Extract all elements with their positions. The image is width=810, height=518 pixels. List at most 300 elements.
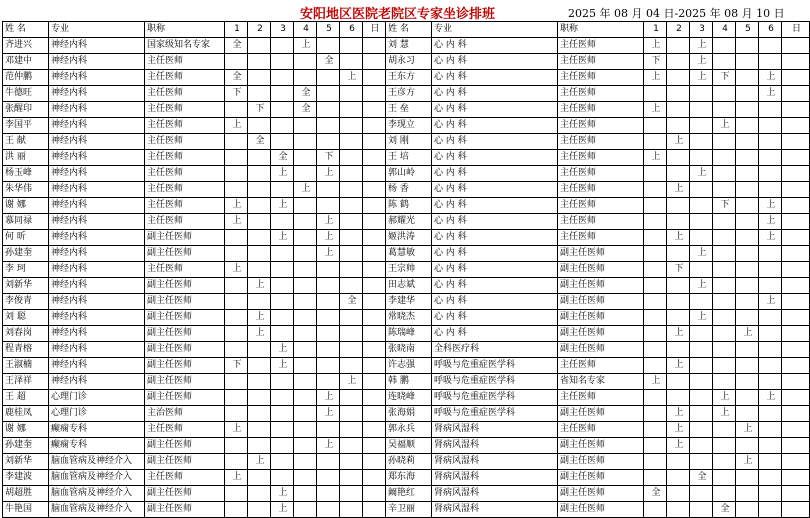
day-6-cell: 上 [759,70,782,86]
doctor-name-cell: 姬洪涛 [386,230,432,246]
day-2-cell [667,502,690,518]
day-sun-cell [782,422,810,438]
header-day: 日 [363,22,386,38]
day-sun-cell [363,134,386,150]
day-4-cell: 上 [713,406,736,422]
job-title-cell: 副主任医师 [558,278,644,294]
day-6-cell [340,150,363,166]
day-1-cell [644,326,667,342]
doctor-name-cell: 李 珂 [3,262,49,278]
job-title-cell: 副主任医师 [145,294,225,310]
job-title-cell: 副主任医师 [145,374,225,390]
day-2-cell [248,422,271,438]
day-sun-cell [782,278,810,294]
day-1-cell [644,310,667,326]
day-2-cell [248,358,271,374]
day-3-cell: 上 [690,310,713,326]
day-4-cell [294,54,317,70]
day-6-cell [340,134,363,150]
day-5-cell [317,38,340,54]
day-2-cell: 上 [248,310,271,326]
day-4-cell [294,422,317,438]
job-title-cell: 主任医师 [558,118,644,134]
day-4-cell [294,118,317,134]
day-5-cell: 上 [317,246,340,262]
department-cell: 心 内 科 [432,230,558,246]
job-title-cell: 主任医师 [145,166,225,182]
day-4-cell [294,358,317,374]
day-5-cell: 上 [317,166,340,182]
department-cell: 神经内科 [49,358,145,374]
department-cell: 心 内 科 [432,182,558,198]
job-title-cell: 副主任医师 [145,438,225,454]
day-5-cell: 上 [317,214,340,230]
job-title-cell: 副主任医师 [558,454,644,470]
day-2-cell [248,502,271,518]
day-3-cell: 上 [690,54,713,70]
header-day: 1 [225,22,248,38]
day-6-cell [759,134,782,150]
day-6-cell [759,470,782,486]
day-2-cell [248,470,271,486]
table-row [3,470,810,486]
department-cell: 神经内科 [49,102,145,118]
job-title-cell: 主任医师 [558,390,644,406]
day-sun-cell [363,390,386,406]
day-sun-cell [782,326,810,342]
day-4-cell [713,310,736,326]
day-sun-cell [782,182,810,198]
day-4-cell [294,70,317,86]
day-3-cell: 上 [271,198,294,214]
department-cell: 神经内科 [49,38,145,54]
day-5-cell [317,134,340,150]
job-title-cell: 副主任医师 [145,230,225,246]
doctor-name-cell: 王宗帅 [386,262,432,278]
day-6-cell: 上 [759,214,782,230]
header-day: 1 [644,22,667,38]
day-3-cell [690,326,713,342]
day-4-cell [713,278,736,294]
day-1-cell: 上 [644,150,667,166]
day-3-cell [690,134,713,150]
day-3-cell [690,454,713,470]
day-5-cell [317,374,340,390]
doctor-name-cell: 李俊青 [3,294,49,310]
day-2-cell [667,198,690,214]
day-6-cell: 上 [759,390,782,406]
day-sun-cell [363,150,386,166]
day-sun-cell [782,262,810,278]
day-2-cell [248,166,271,182]
doctor-name-cell: 邓建中 [3,54,49,70]
day-4-cell: 上 [294,38,317,54]
day-sun-cell [782,54,810,70]
day-5-cell: 上 [317,390,340,406]
department-cell: 神经内科 [49,326,145,342]
table-row [3,214,810,230]
day-5-cell [736,310,759,326]
day-sun-cell [363,182,386,198]
day-6-cell [340,118,363,134]
day-1-cell [225,166,248,182]
header-day: 6 [340,22,363,38]
day-3-cell [271,262,294,278]
day-6-cell: 上 [759,230,782,246]
day-4-cell [294,134,317,150]
day-sun-cell [782,70,810,86]
department-cell: 呼吸与危重症医学科 [432,374,558,390]
header-row [3,22,810,38]
day-3-cell [271,102,294,118]
day-4-cell [713,86,736,102]
day-6-cell [340,38,363,54]
doctor-name-cell: 刘春岗 [3,326,49,342]
job-title-cell: 国家级知名专家 [145,38,225,54]
day-4-cell [713,358,736,374]
day-5-cell [736,406,759,422]
job-title-cell: 主任医师 [145,134,225,150]
day-5-cell: 下 [317,150,340,166]
day-2-cell [667,70,690,86]
day-4-cell [294,246,317,262]
day-5-cell [736,54,759,70]
day-3-cell [690,118,713,134]
day-sun-cell [782,134,810,150]
day-5-cell: 全 [317,54,340,70]
day-4-cell [713,246,736,262]
job-title-cell: 副主任医师 [558,486,644,502]
day-sun-cell [782,374,810,390]
day-6-cell [759,486,782,502]
day-3-cell [690,486,713,502]
day-6-cell [759,326,782,342]
day-sun-cell [363,38,386,54]
department-cell: 脑血管病及神经介入 [49,502,145,518]
header-day: 2 [667,22,690,38]
day-sun-cell [782,454,810,470]
day-sun-cell [782,118,810,134]
doctor-name-cell: 牛艳国 [3,502,49,518]
day-5-cell [317,486,340,502]
day-sun-cell [363,486,386,502]
day-5-cell [736,486,759,502]
day-2-cell [248,214,271,230]
day-6-cell [759,438,782,454]
doctor-name-cell: 刘 聪 [3,310,49,326]
job-title-cell: 主任医师 [558,198,644,214]
day-2-cell [248,54,271,70]
day-4-cell [713,230,736,246]
day-4-cell [713,262,736,278]
day-5-cell [317,454,340,470]
job-title-cell: 副主任医师 [145,278,225,294]
day-4-cell [294,230,317,246]
day-sun-cell [782,38,810,54]
day-5-cell [317,278,340,294]
header-dept: 专业 [432,22,558,38]
header-dept: 专业 [49,22,145,38]
department-cell: 神经内科 [49,118,145,134]
department-cell: 呼吸与危重症医学科 [432,358,558,374]
day-sun-cell [782,502,810,518]
header-day: 3 [690,22,713,38]
day-6-cell [759,406,782,422]
table-row [3,38,810,54]
day-3-cell [271,182,294,198]
table-row [3,70,810,86]
day-5-cell [736,214,759,230]
day-6-cell [340,102,363,118]
day-2-cell [667,278,690,294]
day-4-cell [713,38,736,54]
doctor-name-cell: 辛卫丽 [386,502,432,518]
job-title-cell: 主任医师 [558,230,644,246]
day-3-cell [690,422,713,438]
day-5-cell [317,326,340,342]
job-title-cell: 副主任医师 [558,262,644,278]
header-day: 3 [271,22,294,38]
department-cell: 心 内 科 [432,166,558,182]
day-1-cell [644,502,667,518]
day-1-cell: 上 [225,118,248,134]
day-3-cell: 上 [690,278,713,294]
day-1-cell: 全 [644,486,667,502]
table-row [3,358,810,374]
day-2-cell: 上 [667,326,690,342]
day-1-cell [644,390,667,406]
day-6-cell [340,422,363,438]
department-cell: 呼吸与危重症医学科 [432,406,558,422]
day-4-cell: 上 [294,182,317,198]
job-title-cell: 主任医师 [145,102,225,118]
day-5-cell [736,470,759,486]
day-1-cell [644,438,667,454]
day-sun-cell [363,294,386,310]
header-day: 5 [317,22,340,38]
day-1-cell [644,86,667,102]
day-1-cell [644,470,667,486]
table-row [3,422,810,438]
day-6-cell [759,102,782,118]
doctor-name-cell: 杨玉峰 [3,166,49,182]
doctor-name-cell: 王泽祥 [3,374,49,390]
job-title-cell: 主任医师 [558,358,644,374]
header-title: 职称 [145,22,225,38]
day-6-cell [759,342,782,358]
day-4-cell [294,470,317,486]
job-title-cell: 主任医师 [558,422,644,438]
department-cell: 心 内 科 [432,38,558,54]
table-row [3,374,810,390]
day-3-cell [271,134,294,150]
day-3-cell [271,38,294,54]
date-range: 2025 年 08 月 04 日-2025 年 08 月 10 日 [568,7,785,20]
day-sun-cell [363,246,386,262]
day-4-cell: 全 [294,102,317,118]
day-4-cell [713,326,736,342]
job-title-cell: 主任医师 [558,150,644,166]
day-5-cell [736,198,759,214]
table-row [3,246,810,262]
job-title-cell: 副主任医师 [558,342,644,358]
table-row [3,182,810,198]
day-6-cell [759,182,782,198]
day-5-cell [317,102,340,118]
department-cell: 神经内科 [49,374,145,390]
day-sun-cell [782,230,810,246]
day-6-cell [759,246,782,262]
header-day: 5 [736,22,759,38]
day-sun-cell [363,470,386,486]
day-6-cell: 全 [340,294,363,310]
department-cell: 神经内科 [49,246,145,262]
day-2-cell: 上 [248,326,271,342]
doctor-name-cell: 陈 鹤 [386,198,432,214]
day-3-cell [271,454,294,470]
day-5-cell [736,390,759,406]
day-1-cell: 上 [644,38,667,54]
day-2-cell [248,198,271,214]
day-1-cell: 上 [225,262,248,278]
day-6-cell [759,118,782,134]
doctor-name-cell: 许志强 [386,358,432,374]
day-3-cell [271,374,294,390]
day-5-cell [317,70,340,86]
day-1-cell [225,134,248,150]
day-3-cell [690,214,713,230]
day-6-cell [759,262,782,278]
day-sun-cell [363,262,386,278]
doctor-name-cell: 慕同禄 [3,214,49,230]
day-3-cell: 上 [271,230,294,246]
department-cell: 神经内科 [49,134,145,150]
day-2-cell [667,102,690,118]
department-cell: 全科医疗科 [432,342,558,358]
job-title-cell: 副主任医师 [558,438,644,454]
day-2-cell: 上 [667,134,690,150]
doctor-name-cell: 王 献 [3,134,49,150]
day-4-cell [713,134,736,150]
doctor-name-cell: 王 培 [386,150,432,166]
department-cell: 心 内 科 [432,54,558,70]
day-6-cell [759,502,782,518]
doctor-name-cell: 阚艳红 [386,486,432,502]
day-sun-cell [363,374,386,390]
table-row [3,310,810,326]
day-2-cell [248,118,271,134]
job-title-cell: 副主任医师 [558,326,644,342]
day-5-cell [317,310,340,326]
day-1-cell [644,134,667,150]
table-row [3,502,810,518]
day-sun-cell [782,102,810,118]
day-4-cell [713,214,736,230]
day-5-cell: 上 [736,454,759,470]
day-5-cell [736,166,759,182]
day-sun-cell [782,390,810,406]
job-title-cell: 主任医师 [145,150,225,166]
table-row [3,294,810,310]
department-cell: 神经内科 [49,342,145,358]
doctor-name-cell: 孙建奎 [3,246,49,262]
day-3-cell [271,326,294,342]
day-2-cell: 上 [667,422,690,438]
day-2-cell [667,454,690,470]
day-6-cell [759,310,782,326]
department-cell: 肾病风湿科 [432,486,558,502]
header-day: 6 [759,22,782,38]
day-1-cell [225,294,248,310]
day-1-cell: 上 [225,198,248,214]
doctor-name-cell: 田志斌 [386,278,432,294]
schedule-title: 安阳地区医院老院区专家坐诊排班 [300,7,496,22]
day-2-cell [667,470,690,486]
doctor-name-cell: 刘新华 [3,278,49,294]
job-title-cell: 主任医师 [145,70,225,86]
day-5-cell [736,246,759,262]
job-title-cell: 主任医师 [145,86,225,102]
day-4-cell: 上 [713,390,736,406]
doctor-name-cell: 程青榕 [3,342,49,358]
department-cell: 癫痫专科 [49,438,145,454]
doctor-name-cell: 王彦方 [386,86,432,102]
day-4-cell [294,342,317,358]
day-5-cell [736,262,759,278]
day-2-cell [248,294,271,310]
day-1-cell [225,390,248,406]
job-title-cell: 副主任医师 [145,342,225,358]
day-6-cell [340,486,363,502]
job-title-cell: 主任医师 [145,422,225,438]
table-row [3,262,810,278]
day-3-cell: 上 [690,166,713,182]
doctor-name-cell: 连晓峰 [386,390,432,406]
day-1-cell [644,406,667,422]
day-6-cell: 上 [340,374,363,390]
day-4-cell [713,294,736,310]
header-day: 4 [713,22,736,38]
day-1-cell [644,422,667,438]
day-4-cell [294,166,317,182]
day-sun-cell [363,438,386,454]
day-3-cell [690,390,713,406]
department-cell: 心 内 科 [432,246,558,262]
day-6-cell [340,86,363,102]
day-3-cell [271,70,294,86]
day-6-cell [340,406,363,422]
day-6-cell [759,38,782,54]
day-2-cell [667,118,690,134]
day-3-cell [690,438,713,454]
job-title-cell: 副主任医师 [145,358,225,374]
department-cell: 肾病风湿科 [432,422,558,438]
day-2-cell: 下 [248,102,271,118]
department-cell: 心 内 科 [432,118,558,134]
day-1-cell [225,454,248,470]
day-2-cell: 上 [248,454,271,470]
day-2-cell [667,166,690,182]
day-2-cell [667,486,690,502]
day-3-cell [271,310,294,326]
department-cell: 肾病风湿科 [432,470,558,486]
day-6-cell [759,374,782,390]
table-row [3,438,810,454]
day-1-cell: 下 [644,54,667,70]
doctor-name-cell: 王淑楠 [3,358,49,374]
day-sun-cell [782,294,810,310]
day-1-cell [644,230,667,246]
